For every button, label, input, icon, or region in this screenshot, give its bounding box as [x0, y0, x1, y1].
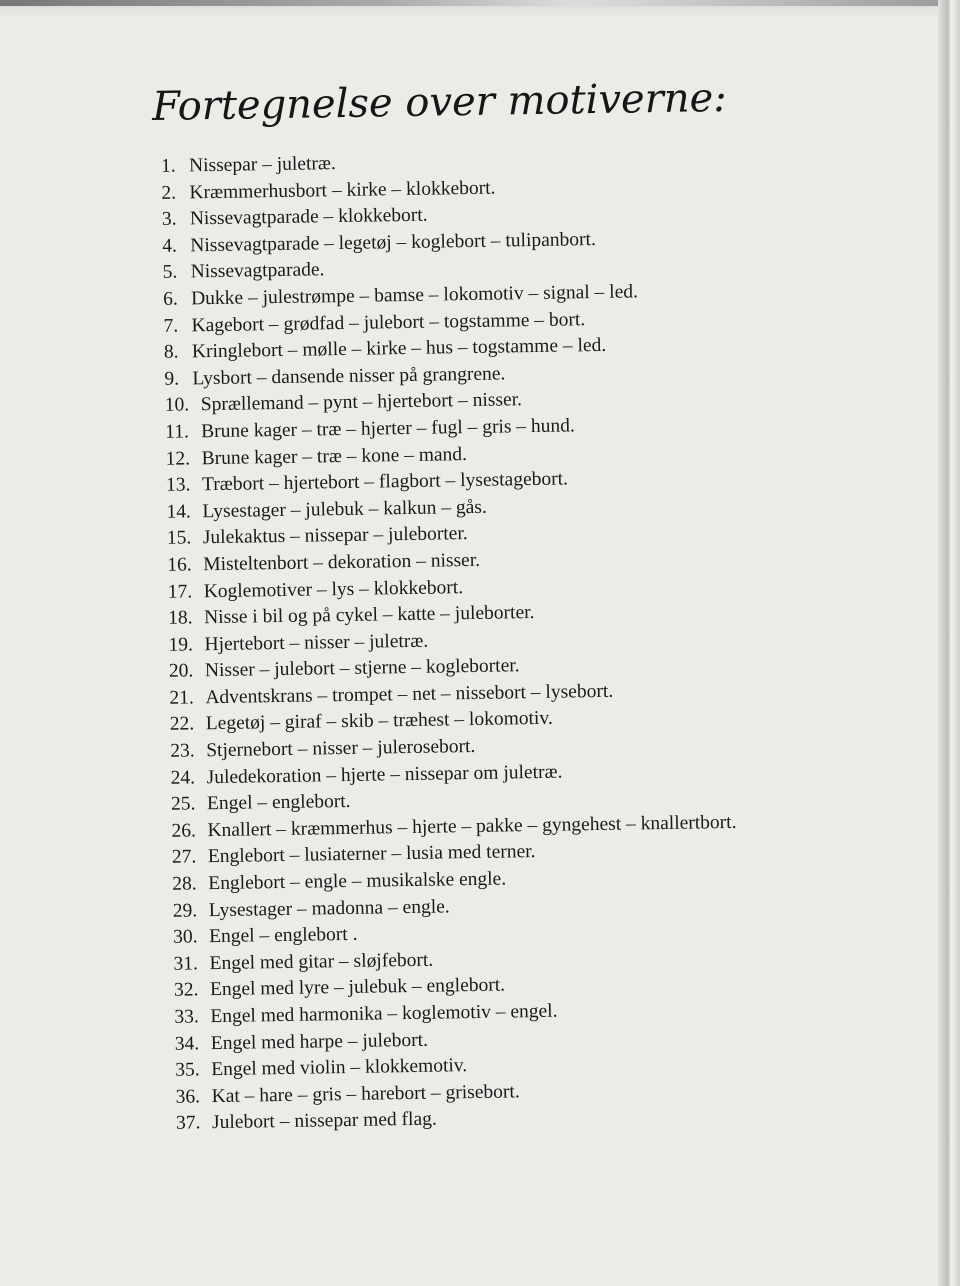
item-text: Legetøj – giraf – skib – træhest – lokomotiv. [205, 708, 553, 735]
item-number: 31. [173, 953, 199, 975]
item-number: 21. [169, 687, 194, 709]
item-text: Nisser – julebort – stjerne – kogleborter. [204, 655, 520, 682]
item-text: Lysestager – madonna – engle. [208, 896, 450, 921]
item-number: 23. [170, 740, 195, 762]
item-number: 11. [165, 421, 190, 443]
item-number: 14. [166, 501, 192, 523]
item-number: 35. [175, 1059, 200, 1081]
item-text: Stjernebort – nisser – julerosebort. [206, 736, 476, 762]
item-number: 28. [172, 873, 197, 895]
item-text: Engel med violin – klokkemotiv. [211, 1055, 468, 1081]
item-number: 2. [161, 182, 177, 204]
item-text: Nissevagtparade – klokkebort. [189, 204, 428, 230]
item-number: 6. [162, 288, 178, 310]
item-text: Nissevagtparade. [190, 259, 325, 283]
item-text: Engel – englebort . [208, 924, 358, 948]
item-text: Knallert – kræmmerhus – hjerte – pakke – gyngehest – knallertbort. [207, 811, 737, 842]
item-text: Kræmmerhusbort – kirke – klokkebort. [189, 177, 496, 203]
item-text: Engel med harmonika – koglemotiv – engel. [210, 1000, 558, 1028]
item-number: 18. [167, 607, 193, 629]
item-number: 16. [167, 554, 192, 576]
item-text: Englebort – lusiaterner – lusia med terner. [207, 841, 536, 868]
item-text: Træbort – hjertebort – flagbort – lysestagebort. [201, 468, 569, 496]
item-number: 15. [166, 527, 192, 550]
item-text: Engel med harpe – julebort. [210, 1029, 429, 1054]
item-text: Julekaktus – nissepar – juleborter. [202, 523, 468, 549]
item-number: 24. [170, 767, 196, 789]
item-text: Nissevagtparade – legetøj – koglebort – tulipanbort. [190, 228, 597, 257]
item-number: 3. [161, 208, 177, 231]
item-number: 19. [168, 634, 194, 656]
motif-list [161, 144, 776, 1137]
item-text: Lysbort – dansende nisser på grangrene. [192, 363, 506, 390]
item-number: 33. [174, 1006, 199, 1028]
item-text: Nissepar – juletræ. [188, 153, 336, 177]
item-number: 17. [167, 580, 193, 603]
item-text: Misteltenbort – dekoration – nisser. [203, 549, 481, 576]
item-number: 12. [165, 447, 191, 470]
item-text: Kat – hare – gris – harebort – grisebort. [211, 1081, 520, 1107]
item-number: 1. [160, 155, 176, 177]
item-number: 34. [174, 1032, 200, 1055]
item-text: Koglemotiver – lys – klokkebort. [203, 576, 464, 602]
item-text: Dukke – julestrømpe – bamse – lokomotiv – signal – led. [190, 281, 639, 310]
item-number: 9. [164, 368, 180, 390]
item-number: 10. [164, 394, 190, 417]
item-text: Hjertebort – nisser – juletræ. [204, 630, 429, 655]
page-title: Fortegnelse over motiverne: [151, 74, 728, 130]
item-number: 5. [162, 261, 178, 284]
item-text: Adventskrans – trompet – net – nissebort – lysebort. [205, 680, 614, 709]
item-text: Sprællemand – pynt – hjertebort – nisser. [200, 389, 523, 416]
item-number: 7. [163, 315, 179, 337]
item-text: Kagebort – grødfad – julebort – togstamme – bort. [191, 308, 586, 336]
item-number: 4. [162, 235, 178, 257]
item-number: 36. [175, 1086, 201, 1108]
item-number: 27. [171, 846, 197, 869]
item-text: Brune kager – træ – kone – mand. [201, 443, 468, 469]
item-number: 37. [175, 1112, 201, 1135]
item-text: Lysestager – julebuk – kalkun – gås. [202, 496, 487, 522]
item-number: 25. [170, 793, 196, 816]
item-text: Nisse i bil og på cykel – katte – juleborter. [203, 602, 535, 629]
item-text: Engel – englebort. [206, 791, 351, 815]
item-number: 13. [165, 474, 191, 496]
item-text: Engel med gitar – sløjfebort. [209, 949, 434, 974]
item-number: 29. [172, 899, 198, 922]
item-text: Juledekoration – hjerte – nissepar om juletræ. [206, 761, 563, 788]
item-number: 8. [163, 341, 179, 363]
item-number: 30. [172, 926, 198, 948]
item-number: 20. [168, 660, 194, 683]
item-text: Englebort – engle – musikalske engle. [208, 868, 507, 895]
item-text: Kringlebort – mølle – kirke – hus – togstamme – led. [191, 335, 607, 363]
item-number: 22. [169, 713, 195, 736]
item-text: Julebort – nissepar med flag. [211, 1108, 437, 1134]
item-number: 26. [171, 820, 197, 842]
item-text: Engel med lyre – julebuk – englebort. [209, 974, 506, 1001]
item-number: 32. [173, 979, 199, 1002]
item-text: Brune kager – træ – hjerter – fugl – gris – hund. [201, 415, 576, 443]
